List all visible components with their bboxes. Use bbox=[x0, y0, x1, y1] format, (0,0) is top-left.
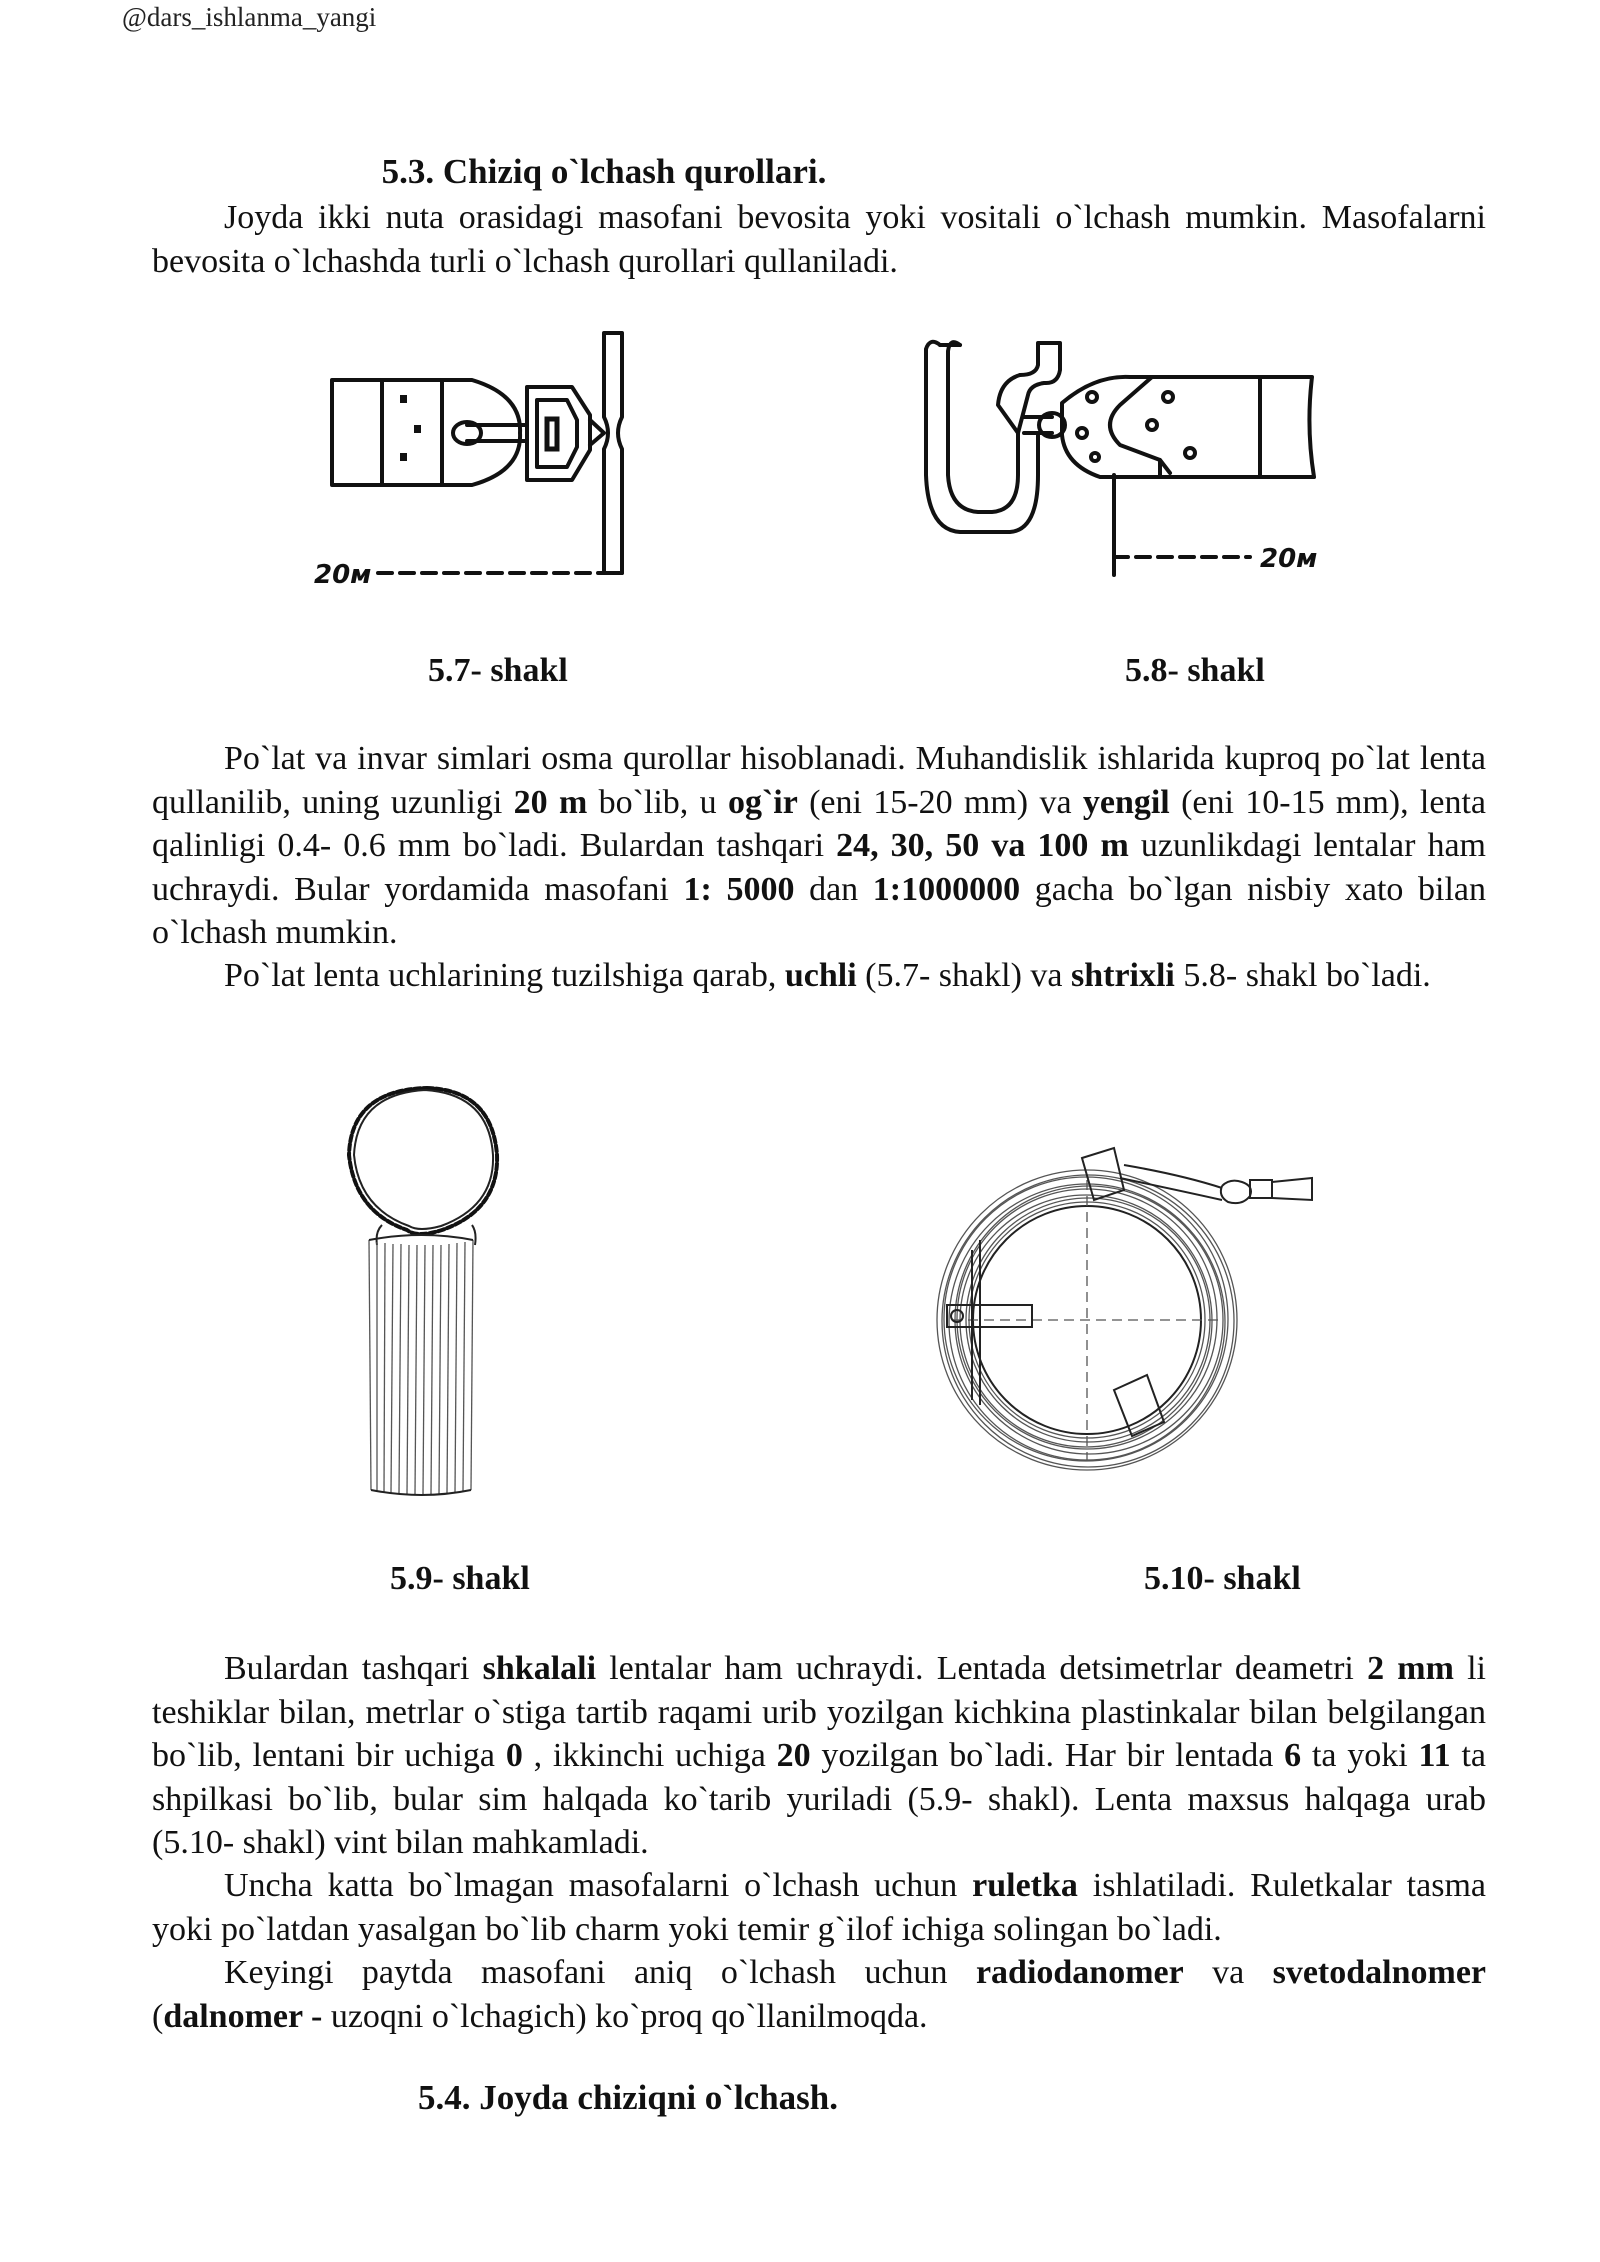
fig-5-7-dimension-label: 20м bbox=[314, 560, 372, 590]
figure-5-9-drawing bbox=[327, 1080, 527, 1500]
paragraph-rangefinder: Keyingi paytda masofani aniq o`lchash uchun radiodanomer va svetodalnomer (dalnomer - uzoqni o`lchagich) ko`proq qo`llanilmoqda. bbox=[152, 1954, 1487, 2035]
paragraph-intro: Joyda ikki nuta orasidagi masofani bevosita yoki vositali o`lchash mumkin. Masofalarni bevosita o`lchashda turli o`lchash qurollari qullaniladi. bbox=[152, 199, 1486, 280]
section-title-5-4: 5.4. Joyda chiziqni o`lchash. bbox=[417, 2078, 839, 2117]
figure-5-7-drawing bbox=[314, 325, 722, 595]
figure-5-8-drawing bbox=[920, 325, 1360, 595]
pins-bundle bbox=[369, 1235, 473, 1495]
fig-5-10-caption: 5.10- shakl bbox=[1144, 1560, 1301, 1597]
section-title-5-3: 5.3. Chiziq o`lchash qurollari. bbox=[381, 152, 827, 191]
channel-handle: @dars_ishlanma_yangi bbox=[122, 2, 377, 32]
fig-5-9-caption: 5.9- shakl bbox=[390, 1560, 530, 1597]
figure-5-10-drawing bbox=[892, 1120, 1352, 1520]
paragraph-steel-tape: Po`lat va invar simlari osma qurollar hisoblanadi. Muhandislik ishlarida kuproq po`lat lenta qullanilib, uning uzunligi 20 m bo`lib, u og`ir (eni 15-20 mm) va yengil (eni 10-15 mm), lenta qalinligi 0.4- 0.6 mm bo`ladi. Bulardan tashqari 24, 30, 50 va 100 m uzunlikdagi lentalar ham uchraydi. Bular yordamida masofani 1: 5000 dan 1:1000000 gacha bo`lgan nisbiy xato bilan o`lchash mumkin. bbox=[152, 740, 1487, 951]
paragraph-tape-ends: Po`lat lenta uchlarining tuzilshiga qarab, uchli (5.7- shakl) va shtrixli 5.8- shakl bo`ladi. bbox=[224, 957, 1431, 994]
fig-5-7-caption: 5.7- shakl bbox=[428, 652, 568, 689]
paragraph-scaled-tape: Bulardan tashqari shkalali lentalar ham uchraydi. Lentada detsimetrlar deametri 2 mm li teshiklar bilan, metrlar o`stiga tartib raqami urib yozilgan kichkina plastinkalar bilan belgilangan bo`lib, lentani bir uchiga 0 , ikkinchi uchiga 20 yozilgan bo`ladi. Har bir lentada 6 ta yoki 11 ta shpilkasi bo`lib, bular sim halqada ko`tarib yuriladi (5.9- shakl). Lenta maxsus halqaga urab (5.10- shakl) vint bilan mahkamladi. bbox=[152, 1650, 1487, 1861]
paragraph-ruletka: Uncha katta bo`lmagan masofalarni o`lchash uchun ruletka ishlatiladi. Ruletkalar tasma yoki po`latdan yasalgan bo`lib charm yoki temir g`ilof ichiga solingan bo`ladi. bbox=[152, 1867, 1486, 1948]
fig-5-8-dimension-label: 20м bbox=[1260, 544, 1318, 574]
fig-5-8-caption: 5.8- shakl bbox=[1125, 652, 1265, 689]
